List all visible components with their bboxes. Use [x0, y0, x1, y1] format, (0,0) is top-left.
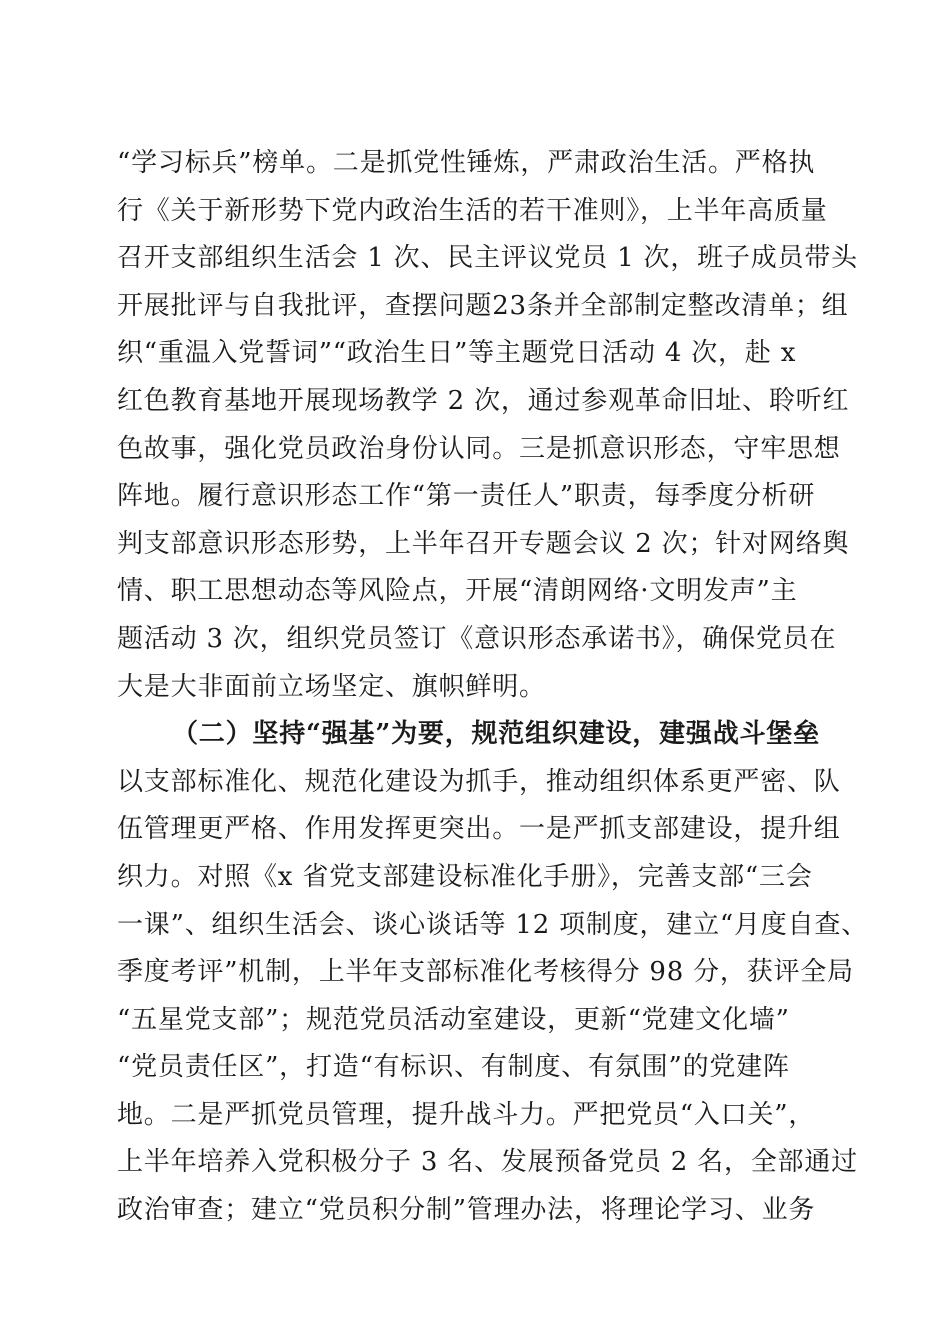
- text-line: 织“重温入党誓词”“政治生日”等主题党日活动 4 次，赴 x: [117, 338, 797, 369]
- section-heading: （二）坚持“强基”为要，规范组织建设，建强战斗堡垒: [172, 719, 820, 750]
- text-line: 大是大非面前立场坚定、旗帜鲜明。: [117, 671, 546, 702]
- text-line: 伍管理更严格、作用发挥更突出。一是严抓支部建设，提升组: [117, 814, 841, 845]
- text-line: 织力。对照《x 省党支部建设标准化手册》，完善支部“三会: [117, 861, 813, 892]
- text-line: 色故事，强化党员政治身份认同。三是抓意识形态，守牢思想: [117, 433, 841, 464]
- text-line: 上半年培养入党积极分子 3 名、发展预备党员 2 名，全部通过: [117, 1147, 858, 1178]
- body-text: [117, 140, 868, 1235]
- text-line: 政治审查；建立“党员积分制”管理办法，将理论学习、业务: [117, 1195, 816, 1226]
- text-line: 季度考评”机制，上半年支部标准化考核得分 98 分，获评全局: [117, 957, 854, 988]
- text-line: “学习标兵”榜单。二是抓党性锤炼，严肃政治生活。严格执: [117, 148, 816, 178]
- text-line: 以支部标准化、规范化建设为抓手，推动组织体系更严密、队: [117, 766, 841, 797]
- text-line: “党员责任区”，打造“有标识、有制度、有氛围”的党建阵: [117, 1052, 790, 1083]
- text-line: “五星党支部”；规范党员活动室建设，更新“党建文化墙”: [117, 1004, 790, 1035]
- text-line: 地。二是严抓党员管理，提升战斗力。严把党员“入口关”，: [117, 1099, 816, 1130]
- text-line: 行《关于新形势下党内政治生活的若干准则》，上半年高质量: [117, 195, 828, 226]
- text-line: 判支部意识形态形势，上半年召开专题会议 2 次；针对网络舆: [117, 528, 850, 559]
- text-line: 一课”、组织生活会、谈心谈话等 12 项制度，建立“月度自查、: [117, 909, 868, 940]
- text-line: 题活动 3 次，组织党员签订《意识形态承诺书》，确保党员在: [117, 623, 837, 654]
- text-line: 阵地。履行意识形态工作“第一责任人”职责，每季度分析研: [117, 481, 816, 512]
- text-line: 红色教育基地开展现场教学 2 次，通过参观革命旧址、聆听红: [117, 385, 850, 416]
- text-line: 开展批评与自我批评，查摆问题23条并全部制定整改清单；组: [117, 290, 849, 321]
- text-line: 情、职工思想动态等风险点，开展“清朗网络·文明发声”主: [117, 576, 798, 607]
- text-line: 召开支部组织生活会 1 次、民主评议党员 1 次，班子成员带头: [117, 243, 858, 274]
